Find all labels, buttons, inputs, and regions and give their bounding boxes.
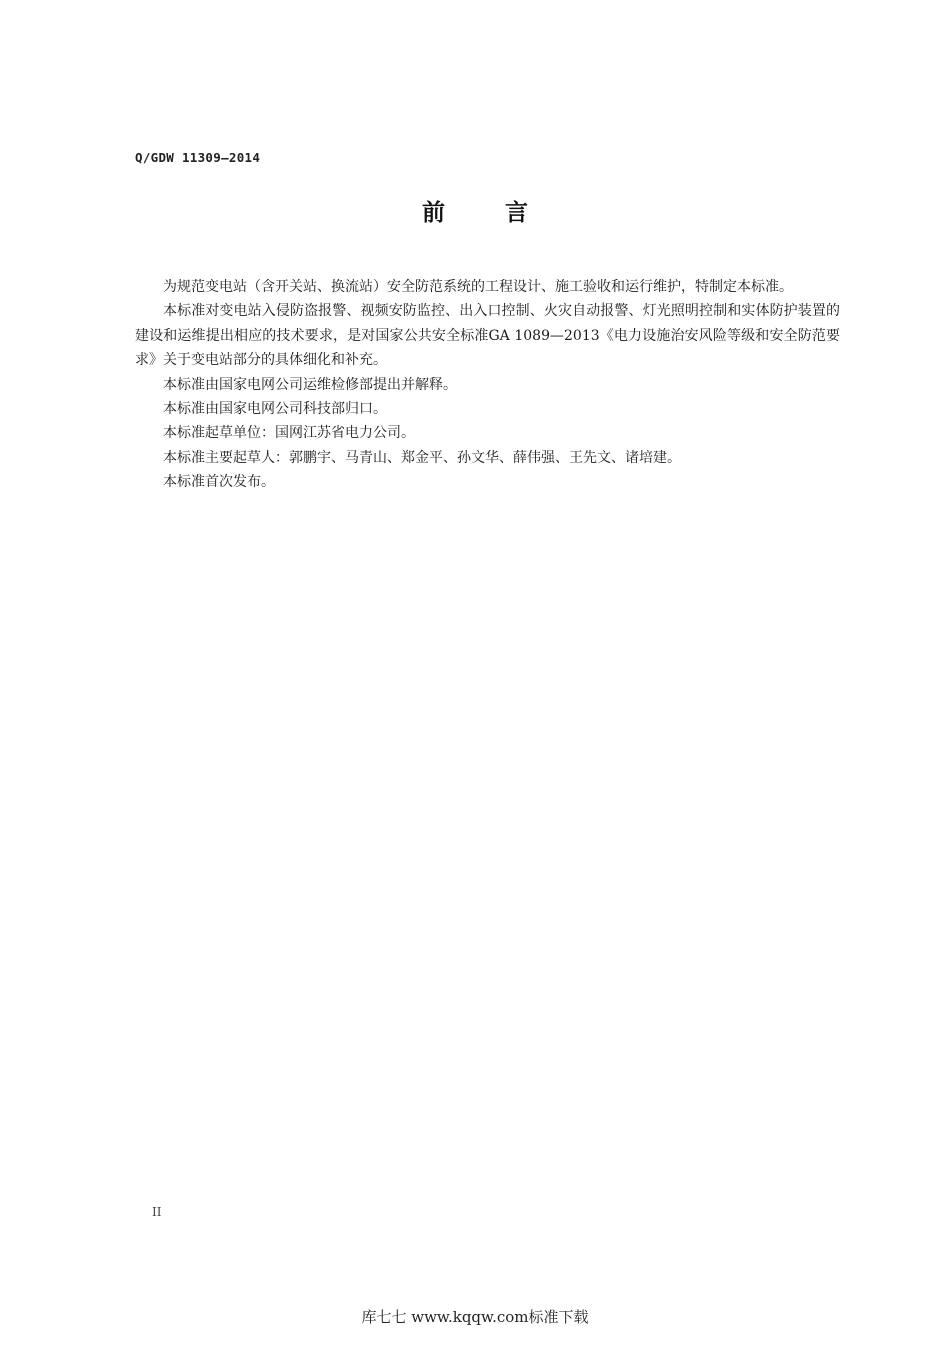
paragraph-drafting-unit: 本标准起草单位：国网江苏省电力公司。 [163, 425, 415, 442]
footer-watermark: 库七七 www.kqqw.com标准下载 [361, 1308, 589, 1326]
document-body [135, 275, 840, 495]
paragraph-administrator: 本标准由国家电网公司科技部归口。 [163, 401, 387, 418]
standard-code: Q/GDW 11309—2014 [135, 150, 261, 165]
paragraph-purpose: 为规范变电站（含开关站、换流站）安全防范系统的工程设计、施工验收和运行维护，特制定本标准。 [163, 279, 793, 295]
paragraph-drafters: 本标准主要起草人：郭鹏宇、马青山、郑金平、孙文华、薛伟强、王先文、诸培建。 [163, 449, 681, 466]
paragraph-first-release: 本标准首次发布。 [163, 474, 275, 491]
paragraph-scope: 本标准对变电站入侵防盗报警、视频安防监控、出入口控制、火灾自动报警、灯光照明控制和实体防护装置的建设和运维提出相应的技术要求，是对国家公共安全标准GA 1089—2013《电力设施治安风险等级和安全防范要求》关于变电站部分的具体细化和补充。 [135, 303, 840, 369]
page-number: II [152, 1205, 162, 1219]
page-title: 前言 [422, 200, 588, 226]
paragraph-proposer: 本标准由国家电网公司运维检修部提出并解释。 [163, 376, 457, 393]
